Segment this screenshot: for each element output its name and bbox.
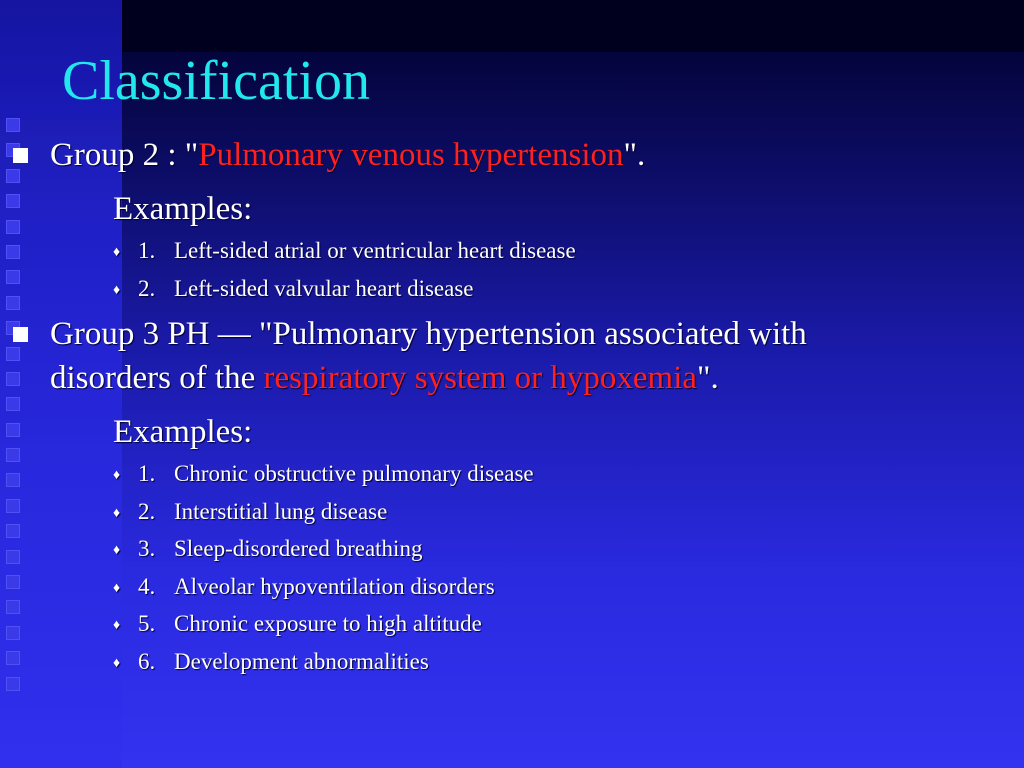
group2-example-item <box>113 236 576 268</box>
item-number: 6. <box>138 649 156 674</box>
diamond-bullet-icon: ♦ <box>113 618 121 633</box>
diamond-bullet-icon: ♦ <box>113 468 121 483</box>
item-text: Left-sided valvular heart disease <box>174 276 474 301</box>
item-number: 1. <box>138 238 156 263</box>
group3-example-item <box>113 572 495 604</box>
diamond-bullet-icon: ♦ <box>113 245 121 260</box>
item-text: Alveolar hypoventilation disorders <box>174 574 495 599</box>
item-number: 2. <box>138 499 156 524</box>
item-text: Interstitial lung disease <box>174 499 388 524</box>
item-text: Sleep-disordered breathing <box>174 536 423 561</box>
group3-suffix: ". <box>697 360 719 396</box>
square-bullet-icon <box>13 148 28 163</box>
group3-example-item <box>113 459 534 491</box>
diamond-bullet-icon: ♦ <box>113 506 121 521</box>
diamond-bullet-icon: ♦ <box>113 581 121 596</box>
slide-title: Classification <box>62 50 370 112</box>
group3-line1: Group 3 PH — "Pulmonary hypertension associated with <box>50 316 807 352</box>
group3-examples-label: Examples: <box>113 414 253 450</box>
group3-example-item <box>113 497 387 529</box>
diamond-bullet-icon: ♦ <box>113 283 121 298</box>
item-text: Chronic obstructive pulmonary disease <box>174 461 534 486</box>
group2-highlight: Pulmonary venous hypertension <box>198 137 624 173</box>
item-number: 2. <box>138 276 156 301</box>
group3-line2-prefix: disorders of the <box>50 360 264 396</box>
group2-example-item <box>113 274 474 306</box>
group3-example-item <box>113 647 429 679</box>
diamond-bullet-icon: ♦ <box>113 656 121 671</box>
item-number: 3. <box>138 536 156 561</box>
item-number: 4. <box>138 574 156 599</box>
group3-example-item <box>113 609 482 641</box>
group3-heading <box>50 312 990 400</box>
item-text: Left-sided atrial or ventricular heart disease <box>174 238 576 263</box>
group2-suffix: ". <box>623 137 646 173</box>
square-bullet-icon <box>13 327 28 342</box>
item-text: Chronic exposure to high altitude <box>174 611 482 636</box>
diamond-bullet-icon: ♦ <box>113 543 121 558</box>
group2-prefix: Group 2 : " <box>50 137 199 173</box>
item-text: Development abnormalities <box>174 649 429 674</box>
group3-highlight: respiratory system or hypoxemia <box>263 360 698 396</box>
group2-examples-label: Examples: <box>113 191 253 227</box>
group3-example-item <box>113 534 422 566</box>
group2-heading <box>50 133 990 177</box>
item-number: 5. <box>138 611 156 636</box>
item-number: 1. <box>138 461 156 486</box>
